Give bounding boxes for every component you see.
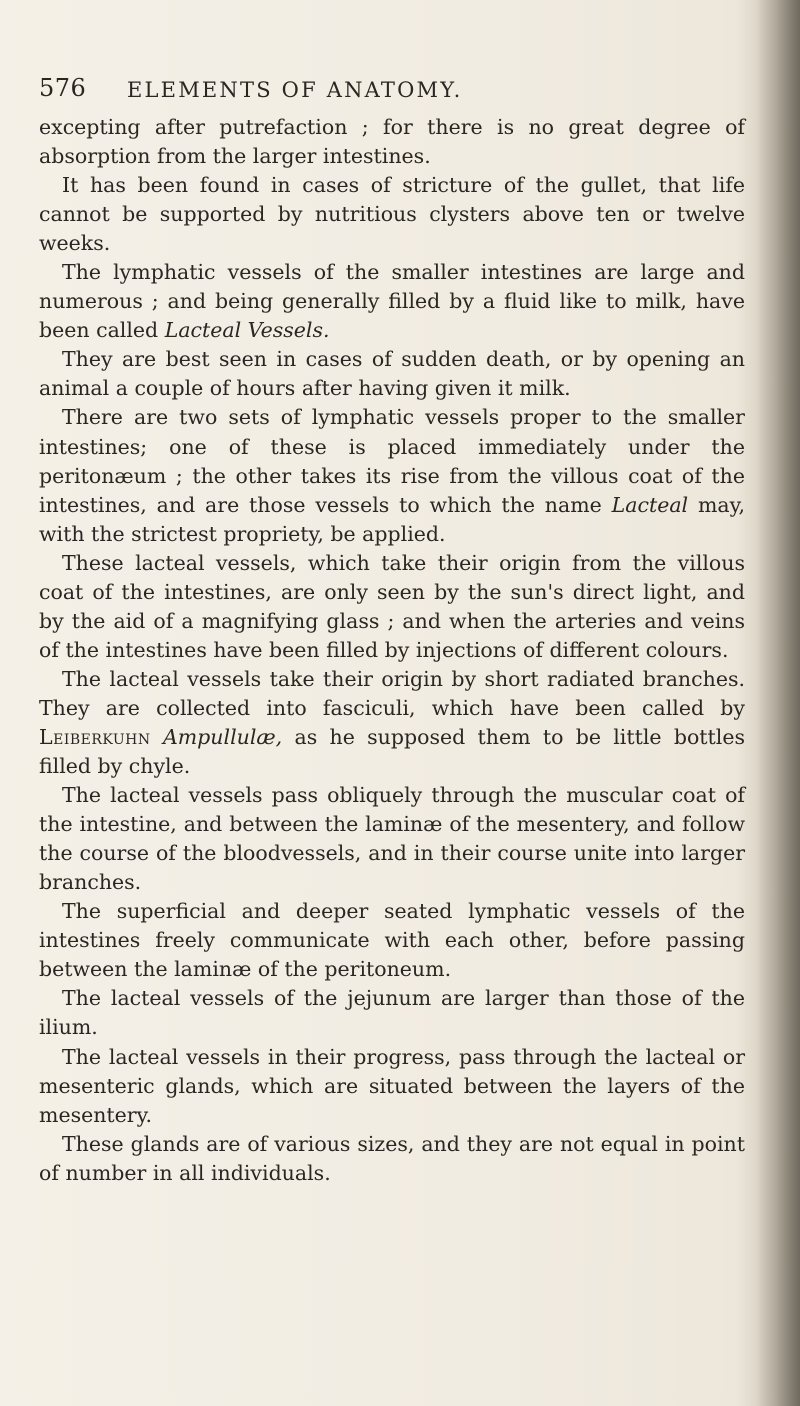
paragraph: It has been found in cases of stricture of the gullet, that life cannot be supported by nutritious clysters above ten or twelve weeks. bbox=[39, 173, 745, 256]
author-name: Leiberkuhn bbox=[39, 724, 151, 749]
paragraph: They are best seen in cases of sudden death, or by opening an animal a couple of hours after having given it milk. bbox=[39, 347, 745, 401]
paragraph: These glands are of various sizes, and they are not equal in point of number in all individuals. bbox=[39, 1131, 745, 1185]
paragraph: The superficial and deeper seated lymphatic vessels of the intestines freely communicate with each other, before passing between the laminæ of the peritoneum. bbox=[39, 899, 745, 982]
page-edge-shadow bbox=[756, 0, 800, 1406]
italic-term: Lacteal Vessels. bbox=[164, 318, 330, 343]
paragraph: The lacteal vessels of the jejunum are larger than those of the ilium. bbox=[39, 986, 745, 1040]
italic-term: Lacteal bbox=[611, 492, 689, 517]
paragraph: The lymphatic vessels of the smaller intestines are large and numerous ; and being generally filled by a fluid like to milk, have been called Lacteal Vessels. bbox=[39, 260, 745, 343]
paragraph: There are two sets of lymphatic vessels proper to the smaller intestines; one of these is placed immediately under the peritonæum ; the other takes its rise from the villous coat of the intestines, and are those vessels to which the name Lacteal may, with the strictest propriety, be applied. bbox=[39, 405, 745, 546]
page-header bbox=[39, 74, 739, 114]
paragraph: excepting after putrefaction ; for there is no great degree of absorption from the larger intestines. bbox=[39, 115, 745, 169]
paragraph: The lacteal vessels pass obliquely through the muscular coat of the intestine, and between the laminæ of the mesentery, and follow the course of the bloodvessels, and in their course unite into larger branches. bbox=[39, 783, 745, 895]
body-text bbox=[39, 113, 745, 1188]
page-number: 576 bbox=[39, 74, 87, 102]
paragraph: The lacteal vessels in their progress, pass through the lacteal or mesenteric glands, which are situated between the layers of the mesentery. bbox=[39, 1044, 745, 1127]
paragraph: The lacteal vessels take their origin by short radiated branches. They are collected into fasciculi, which have been called by Leiberkuhn Ampullulæ, as he supposed them to be little bottles filled by chyle. bbox=[39, 666, 745, 779]
paragraph: These lacteal vessels, which take their origin from the villous coat of the intestines, are only seen by the sun's direct light, and by the aid of a magnifying glass ; and when the arteries and veins of the intestines have been filled by injections of different colours. bbox=[39, 550, 745, 662]
italic-term: Ampullulæ, bbox=[162, 724, 283, 749]
running-head: ELEMENTS OF ANATOMY. bbox=[127, 78, 463, 102]
